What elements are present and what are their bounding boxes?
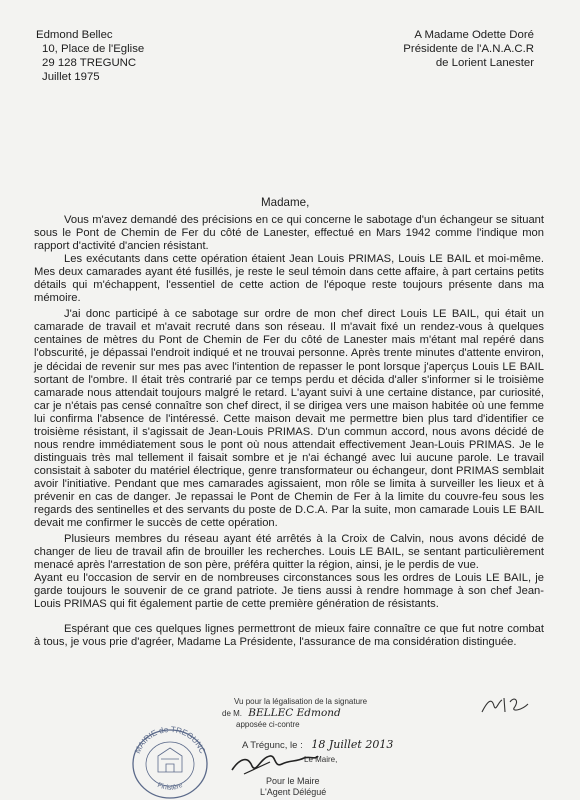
letter-date: Juillet 1975 — [42, 71, 100, 83]
legalization-line: Vu pour la légalisation de la signature — [234, 697, 368, 706]
paragraph: Vous m'avez demandé des précisions en ce qui concerne le sabotage d'un échangeur se situant sous le Pont de Chemin de Fer du côté de Lanester, effectué en Mars 1942 comme l'indique mon rapport d'activité d'ancien résistant. — [34, 214, 544, 253]
stamp-bottom-text: Finistère — [156, 781, 184, 792]
sender-address-city: 29 128 TREGUNC — [42, 57, 137, 69]
letter-body — [34, 214, 544, 650]
legalization-prefix: de M. — [222, 709, 243, 718]
writer-signature — [478, 694, 538, 718]
handwritten-date: 18 Juillet 2013 — [311, 738, 394, 751]
handwritten-name: BELLEC Edmond — [248, 707, 341, 719]
place-prefix: A Trégunc, le : — [242, 740, 303, 751]
recipient-title: Présidente de l'A.N.A.C.R — [403, 43, 534, 55]
svg-text:MAIRIE de TREGUNC — [133, 725, 207, 755]
sender-address-street: 10, Place de l'Eglise — [42, 43, 145, 55]
recipient-name: A Madame Odette Doré — [414, 29, 534, 41]
sender-block — [36, 28, 144, 84]
stamp-top-text: MAIRIE de TREGUNC — [132, 724, 208, 755]
town-hall-stamp — [128, 724, 212, 800]
salutation: Madame, — [261, 196, 310, 209]
sender-name: Edmond Bellec — [36, 29, 113, 41]
paragraph: Les exécutants dans cette opération étaient Jean Louis PRIMAS, Louis LE BAIL et moi-même. Mes deux camarades ayant été fusillés, je reste le seul témoin dans cette affaire, à part certains petits détails qui m'échappent, l'essentiel de cette action de l'époque reste toujours présente dans ma mémoire. — [34, 253, 544, 305]
maire-label: Le Maire, — [304, 755, 338, 764]
recipient-block — [403, 28, 534, 70]
legalization-name-line — [222, 708, 341, 719]
paragraph: Ayant eu l'occasion de servir en de nombreuses circonstances sous les ordres de Louis LE BAIL, je garde toujours le souvenir de ce grand patriote. Je tiens aussi à rendre hommage à son chef Jean-Louis PRIMAS qui fit également partie de cette première génération de résistants. — [34, 572, 544, 611]
recipient-location: de Lorient Lanester — [435, 57, 534, 69]
agent-delegue: L'Agent Délégué — [260, 787, 327, 797]
mayor-signature — [230, 748, 320, 778]
paragraph: J'ai donc participé à ce sabotage sur ordre de mon chef direct Louis LE BAIL, qui était un camarade de travail et m'avait recruté dans son réseau. Il m'avait fixé un rendez-vous à quelques centaines de mètres du Pont de Chemin de Fer du côté de Lanester mais m'étant mal repéré dans l'obscurité, je dépassai l'endroit indiqué et ne trouvai personne. Après trente minutes d'attente environ, je décidai de revenir sur mes pas avec l'intention de repasser le pont lorsque j'aperçus Louis LE BAIL sortant de l'ombre. Il était très contrarié par ce temps perdu et décida d'aller s'informer si le troisième camarade nous attendait toujours malgré le retard. L'ayant suivi à une certaine distance, par curiosité, car je n'étais pas censé connaître son chef direct, il se dirigea vers une maison habitée où une femme lui confirma l'absence de l'intéressé. Cette maison devait me permettre bien plus tard d'identifier ce troisième résistant, il s'agissait de Jean-Louis PRIMAS. D'un commun accord, nous avons décidé de nous rendre immédiatement sous le pont où nous attendait effectivement Jean-Louis PRIMAS. Je le distinguais très mal tellement il faisait sombre et je n'ai échangé avec lui aucune parole. Le travail consistait à saboter du matériel électrique, genre transformateur ou échangeur, dont PRIMAS semblait avoir l'initiative. Pendant que mes camarades agissaient, mon rôle se limita à surveiller les lieux et à prévenir en cas de danger. Je repassai le Pont de Chemin de Fer à la limite du couvre-feu sous les regards des sentinelles et des servants du poste de D.C.A. Par la suite, mon camarade Louis LE BAIL devait me confirmer le succès de cette opération. — [34, 308, 544, 530]
pour-le-maire: Pour le Maire — [266, 776, 320, 786]
legalization-line: apposée ci-contre — [236, 720, 300, 729]
closing-paragraph: Espérant que ces quelques lignes permettront de mieux faire connaître ce que fut notre combat à tous, je vous prie d'agréer, Madame La Présidente, l'assurance de ma considération distinguée. — [34, 623, 544, 649]
paragraph: Plusieurs membres du réseau ayant été arrêtés à la Croix de Calvin, nous avons décidé de changer de lieu de travail afin de brouiller les recherches. Louis LE BAIL, se sentant particulièrement menacé après l'arrestation de son père, préféra quitter la région, ainsi, je le perdis de vue. — [34, 533, 544, 572]
svg-text:Finistère — [156, 782, 184, 792]
